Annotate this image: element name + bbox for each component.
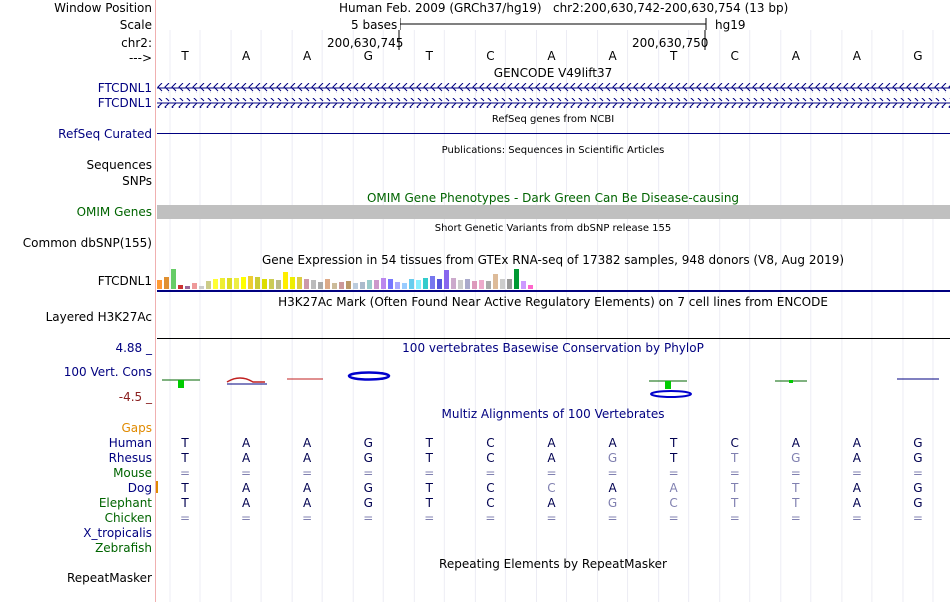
gtex-tissue-bar[interactable] <box>262 279 267 289</box>
gtex-tissue-bar[interactable] <box>409 279 414 289</box>
gtex-tissue-bar[interactable] <box>388 279 393 289</box>
coord-left: 200,630,745 <box>327 36 404 50</box>
gtex-tissue-bar[interactable] <box>500 279 505 289</box>
alignment-base: = <box>607 511 618 525</box>
gtex-tissue-bar[interactable] <box>381 278 386 289</box>
gtex-tissue-bar[interactable] <box>332 283 337 289</box>
refseq-title: RefSeq genes from NCBI <box>491 114 615 125</box>
alignment-base: G <box>913 451 923 465</box>
gtex-tissue-bar[interactable] <box>451 278 456 289</box>
alignment-base: A <box>669 481 678 495</box>
gtex-tissue-bar[interactable] <box>514 269 519 289</box>
alignment-base: = <box>546 466 557 480</box>
sequence-base: A <box>852 49 861 63</box>
sequence-base: A <box>608 49 617 63</box>
alignment-base: G <box>791 451 801 465</box>
dbsnp-label[interactable]: Common dbSNP(155) <box>22 236 152 250</box>
gtex-tissue-bar[interactable] <box>374 280 379 289</box>
alignment-base: C <box>486 496 495 510</box>
sequence-base: T <box>181 49 189 63</box>
alignment-base: T <box>425 436 433 450</box>
alignment-base: G <box>363 436 373 450</box>
alignment-base: A <box>547 496 556 510</box>
window-position-label: Window Position <box>54 1 152 15</box>
gaps-label: Gaps <box>121 421 152 435</box>
cons-max-label: 4.88 _ <box>115 341 152 355</box>
alignment-base: C <box>486 451 495 465</box>
ftcdnl1-label-1[interactable]: FTCDNL1 <box>97 81 152 95</box>
cons-title: 100 vertebrates Basewise Conservation by PhyloP <box>402 341 704 355</box>
scale-label: Scale <box>119 18 152 32</box>
alignment-base: G <box>363 496 373 510</box>
alignment-base: = <box>302 466 313 480</box>
gtex-tissue-bar[interactable] <box>297 277 302 289</box>
coord-right: 200,630,750 <box>632 36 709 50</box>
alignment-base: A <box>303 481 312 495</box>
alignment-base: T <box>181 451 189 465</box>
sequence-base: A <box>791 49 800 63</box>
alignment-base: T <box>792 481 800 495</box>
gtex-tissue-bar[interactable] <box>423 278 428 289</box>
sequence-base: T <box>425 49 433 63</box>
alignment-base: A <box>852 496 861 510</box>
gtex-tissue-bar[interactable] <box>269 279 274 289</box>
alignment-base: A <box>608 436 617 450</box>
gtex-tissue-bar[interactable] <box>192 283 197 289</box>
gtex-tissue-bar[interactable] <box>493 274 498 289</box>
conservation-plot[interactable] <box>157 366 950 402</box>
alignment-base: = <box>729 511 740 525</box>
alignment-base: G <box>363 451 373 465</box>
alignment-base: A <box>547 436 556 450</box>
strand-arrow-label: ---> <box>128 51 152 65</box>
alignment-base: = <box>546 511 557 525</box>
alignment-base: = <box>241 511 252 525</box>
alignment-base: A <box>241 481 251 495</box>
alignment-base: = <box>790 466 801 480</box>
sequences-label[interactable]: Sequences <box>86 158 152 172</box>
alignment-base: = <box>302 511 313 525</box>
alignment-base: A <box>791 436 800 450</box>
alignment-base: = <box>485 466 496 480</box>
window-position <box>339 1 788 15</box>
alignment-base: C <box>669 496 678 510</box>
species-label-dog[interactable]: Dog <box>127 481 152 495</box>
alignment-base: = <box>729 466 740 480</box>
species-label-chicken[interactable]: Chicken <box>104 511 152 525</box>
alignment-base: = <box>424 466 435 480</box>
species-label-mouse[interactable]: Mouse <box>113 466 152 480</box>
pubs-title: Publications: Sequences in Scientific Articles <box>441 145 665 156</box>
chr-label: chr2: <box>121 36 152 50</box>
alignment-base: A <box>608 481 617 495</box>
gtex-tissue-bar[interactable] <box>304 279 309 289</box>
gtex-tissue-bar[interactable] <box>311 280 316 289</box>
gtex-tissue-bar[interactable] <box>213 279 218 289</box>
alignment-base: T <box>425 481 433 495</box>
dbsnp-title: Short Genetic Variants from dbSNP release 155 <box>434 223 672 234</box>
alignment-base: T <box>792 496 800 510</box>
alignment-base: = <box>363 511 374 525</box>
alignment-base: = <box>851 511 862 525</box>
scale-text: 5 bases <box>351 18 398 32</box>
h3k27ac-title: H3K27Ac Mark (Often Found Near Active Regulatory Elements) on 7 cell lines from ENCODE <box>278 295 828 309</box>
sequence-base: T <box>669 49 678 63</box>
alignment-base: T <box>669 436 678 450</box>
alignment-base: T <box>731 451 739 465</box>
gtex-tissue-bar[interactable] <box>206 281 211 289</box>
gtex-tissue-bar[interactable] <box>395 282 400 289</box>
h3k27ac-baseline <box>157 338 950 339</box>
species-label-x_tropicalis[interactable]: X_tropicalis <box>83 526 152 540</box>
sequence-base: G <box>363 49 373 63</box>
assembly-text: Human Feb. 2009 (GRCh37/hg19) <box>339 1 542 15</box>
alignment-base: A <box>241 436 251 450</box>
alignment-base: G <box>607 496 618 510</box>
alignment-base: = <box>607 466 618 480</box>
refseq-label[interactable]: RefSeq Curated <box>58 127 152 141</box>
omim-phenotype-bar[interactable] <box>157 205 950 219</box>
cons-label[interactable]: 100 Vert. Cons <box>63 365 152 379</box>
gtex-tissue-bar[interactable] <box>290 277 295 289</box>
gtex-tissue-bar[interactable] <box>360 282 365 289</box>
gtex-tissue-bar[interactable] <box>164 277 169 289</box>
h3k27ac-label[interactable]: Layered H3K27Ac <box>45 310 152 324</box>
ftcdnl1-label-2[interactable]: FTCDNL1 <box>97 96 152 110</box>
sequence-base: A <box>547 49 556 63</box>
alignment-base: = <box>485 511 496 525</box>
repeatmasker-label[interactable]: RepeatMasker <box>66 571 152 585</box>
gtex-tissue-bar[interactable] <box>521 281 526 289</box>
gtex-label[interactable]: FTCDNL1 <box>97 274 152 288</box>
gtex-tissue-bar[interactable] <box>227 278 232 289</box>
species-label-zebrafish[interactable]: Zebrafish <box>95 541 152 555</box>
gtex-tissue-bar[interactable] <box>199 286 204 289</box>
gtex-tissue-bar[interactable] <box>458 280 463 289</box>
species-label-elephant[interactable]: Elephant <box>98 496 152 510</box>
gtex-tissue-bar[interactable] <box>276 280 281 289</box>
gtex-tissue-bar[interactable] <box>367 280 372 289</box>
gtex-tissue-bar[interactable] <box>528 285 533 289</box>
alignment-base: C <box>486 436 495 450</box>
alignment-base: T <box>425 496 433 510</box>
sequence-base: A <box>241 49 251 63</box>
gtex-tissue-bar[interactable] <box>283 272 288 289</box>
gtex-tissue-bar[interactable] <box>248 276 253 289</box>
alignment-base: T <box>181 496 189 510</box>
alignment-base: T <box>181 481 189 495</box>
alignment-base: G <box>913 496 923 510</box>
alignment-base: T <box>425 451 433 465</box>
gtex-tissue-bar[interactable] <box>507 279 512 289</box>
gtex-tissue-bar[interactable] <box>465 279 470 289</box>
alignment-base: C <box>730 436 739 450</box>
alignment-base: A <box>852 481 861 495</box>
alignment-base: C <box>486 481 495 495</box>
gtex-tissue-bar[interactable] <box>437 279 442 289</box>
alignment-base: = <box>179 466 191 480</box>
alignment-base: A <box>303 436 312 450</box>
alignment-base: T <box>181 436 189 450</box>
alignment-base: G <box>913 436 923 450</box>
sequence-base: A <box>303 49 312 63</box>
gtex-tissue-bar[interactable] <box>486 281 491 289</box>
gtex-tissue-bar[interactable] <box>318 282 323 289</box>
alignment-base: T <box>731 481 739 495</box>
sequence-base: C <box>486 49 495 63</box>
alignment-base: A <box>852 436 861 450</box>
alignment-base: G <box>363 481 373 495</box>
alignment-base: = <box>912 466 923 480</box>
alignment-base: C <box>547 481 556 495</box>
gtex-tissue-bar[interactable] <box>402 283 407 289</box>
gtex-tissue-bar[interactable] <box>157 280 162 289</box>
gtex-tissue-bar[interactable] <box>416 280 421 289</box>
coord-right-tick <box>704 30 708 50</box>
gtex-tissue-bar[interactable] <box>472 281 477 289</box>
gtex-tissue-bar[interactable] <box>346 281 351 289</box>
gencode-gene-lines[interactable] <box>157 82 950 112</box>
alignment-base: = <box>363 466 374 480</box>
gtex-tissue-bar[interactable] <box>444 270 449 289</box>
species-label-rhesus[interactable]: Rhesus <box>108 451 152 465</box>
multiz-title: Multiz Alignments of 100 Vertebrates <box>441 407 665 421</box>
refseq-gene-line[interactable] <box>157 133 950 134</box>
gtex-tissue-bar[interactable] <box>185 286 190 289</box>
alignment-base: A <box>852 451 861 465</box>
gtex-tissue-bar[interactable] <box>234 278 239 289</box>
repeatmasker-title: Repeating Elements by RepeatMasker <box>439 557 667 571</box>
alignment-base: A <box>241 451 251 465</box>
coord-left-tick <box>398 30 402 50</box>
gtex-tissue-bar[interactable] <box>353 283 358 289</box>
scale-db: hg19 <box>715 18 746 32</box>
gtex-baseline <box>157 290 950 292</box>
sequence-base: C <box>730 49 739 63</box>
alignment-base: = <box>668 466 679 480</box>
gtex-tissue-bar[interactable] <box>430 276 435 289</box>
alignment-base: = <box>668 511 679 525</box>
alignment-base: A <box>303 496 312 510</box>
gtex-tissue-bar[interactable] <box>479 280 484 289</box>
alignment-base: = <box>912 511 923 525</box>
omim-label[interactable]: OMIM Genes <box>76 205 152 219</box>
scale-bar <box>400 17 710 31</box>
gtex-tissue-bar[interactable] <box>255 277 260 289</box>
gap-marker <box>156 481 158 493</box>
gencode-title: GENCODE V49lift37 <box>493 66 613 80</box>
alignment-base: T <box>731 496 739 510</box>
omim-title: OMIM Gene Phenotypes - Dark Green Can Be Disease-causing <box>366 191 740 205</box>
gtex-tissue-bar[interactable] <box>171 269 176 289</box>
gtex-tissue-bar[interactable] <box>220 278 225 289</box>
cons-min-label: -4.5 _ <box>118 390 152 404</box>
alignment-base: A <box>241 496 251 510</box>
gtex-tissue-bar[interactable] <box>339 282 344 289</box>
alignment-base: G <box>913 481 923 495</box>
gtex-tissue-bar[interactable] <box>241 277 246 289</box>
gtex-tissue-bar[interactable] <box>178 285 183 289</box>
alignment-base: A <box>303 451 312 465</box>
position-text: chr2:200,630,742-200,630,754 (13 bp) <box>552 1 789 15</box>
gtex-title: Gene Expression in 54 tissues from GTEx RNA-seq of 17382 samples, 948 donors (V8, Aug 2019) <box>261 253 845 267</box>
alignment-base: G <box>607 451 618 465</box>
alignment-base: = <box>179 511 191 525</box>
sequence-base: G <box>913 49 923 63</box>
alignment-base: = <box>790 511 801 525</box>
alignment-base: = <box>241 466 252 480</box>
gtex-tissue-bar[interactable] <box>325 279 330 289</box>
alignment-base: = <box>851 466 862 480</box>
gtex-expression-bars[interactable] <box>157 267 537 289</box>
snps-label[interactable]: SNPs <box>122 174 152 188</box>
alignment-base: A <box>547 451 556 465</box>
alignment-base: = <box>424 511 435 525</box>
species-label-human[interactable]: Human <box>108 436 152 450</box>
alignment-base: T <box>669 451 678 465</box>
